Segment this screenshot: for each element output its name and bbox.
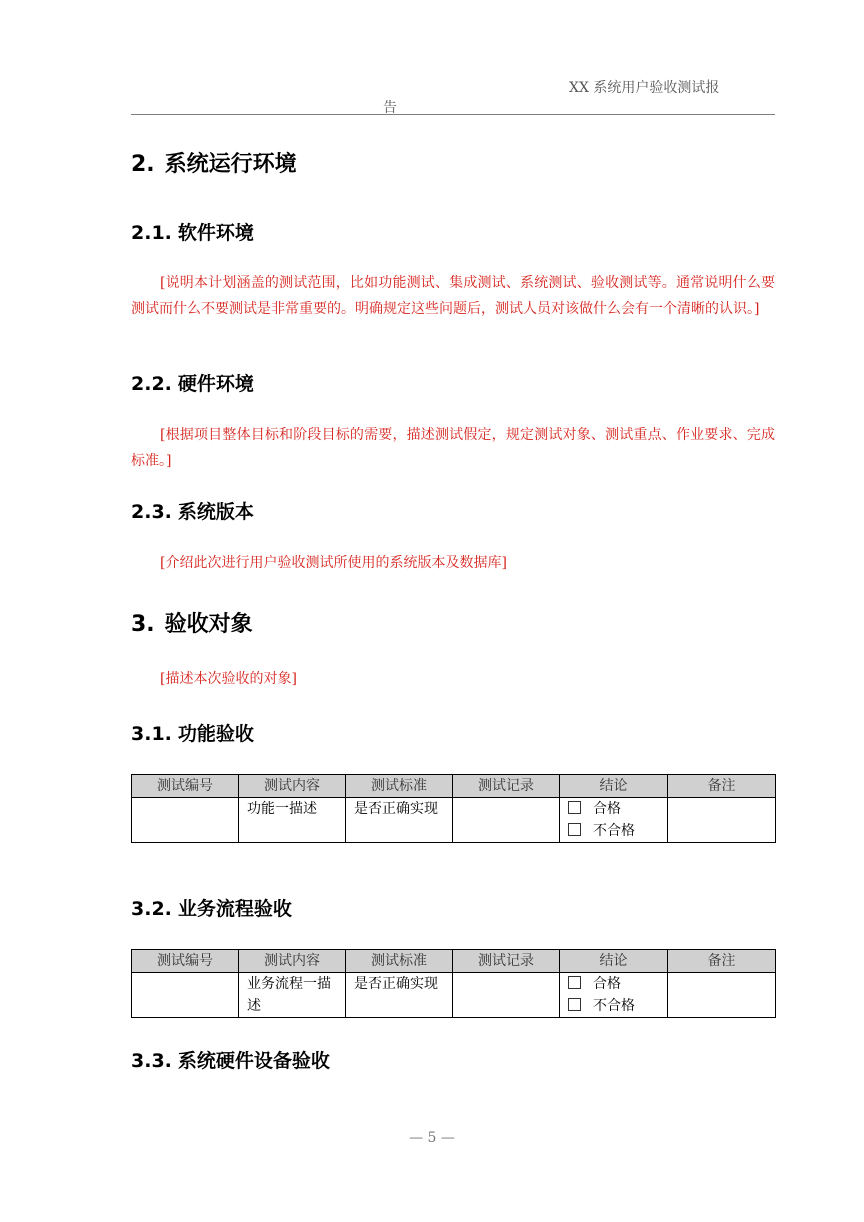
- checkbox-icon[interactable]: [568, 976, 581, 989]
- checkbox-icon[interactable]: [568, 801, 581, 814]
- section-heading-3-1: [131, 719, 254, 746]
- note-2-2: [根据项目整体目标和阶段目标的需要，描述测试假定，规定测试对象、测试重点、作业要求、完成标准。]: [131, 427, 775, 469]
- fail-label: 不合格: [593, 823, 635, 839]
- section-title: 软件环境: [177, 222, 254, 244]
- pass-label: 合格: [593, 976, 621, 992]
- section-number: 3.2.: [131, 898, 172, 920]
- section-heading-2-3: [131, 497, 254, 524]
- pass-option[interactable]: [568, 973, 659, 995]
- conclusion-cell: [560, 973, 668, 1018]
- header-cell: 测试编号: [132, 775, 239, 798]
- record-cell[interactable]: [453, 798, 560, 843]
- note-2-3: [介绍此次进行用户验收测试所使用的系统版本及数据库]: [160, 555, 507, 571]
- checkbox-icon[interactable]: [568, 823, 581, 836]
- section-title: 系统运行环境: [164, 152, 297, 177]
- section-number: 3.3.: [131, 1050, 172, 1072]
- pass-label: 合格: [593, 801, 621, 817]
- header-cell: 结论: [560, 950, 668, 973]
- section-title: 验收对象: [164, 612, 253, 637]
- section-title: 系统版本: [177, 501, 254, 523]
- section-number: 3.: [131, 612, 155, 637]
- header-cell: 备注: [668, 775, 776, 798]
- section-number: 2.1.: [131, 222, 172, 244]
- standard-cell[interactable]: 是否正确实现: [346, 798, 453, 843]
- section-title: 业务流程验收: [177, 898, 292, 920]
- record-cell[interactable]: [453, 973, 560, 1018]
- section-heading-2-1: [131, 218, 254, 245]
- header-cell: 测试内容: [239, 950, 346, 973]
- section-heading-3: [131, 607, 253, 638]
- remark-cell[interactable]: [668, 798, 776, 843]
- note-2-1: [说明本计划涵盖的测试范围，比如功能测试、集成测试、系统测试、验收测试等。通常说明什么要测试而什么不要测试是非常重要的。明确规定这些问题后，测试人员对该做什么会有一个清晰的认识。]: [131, 275, 775, 317]
- header-title-line1: XX 系统用户验收测试报: [569, 80, 720, 96]
- remark-cell[interactable]: [668, 973, 776, 1018]
- section-title: 系统硬件设备验收: [177, 1050, 330, 1072]
- section-title: 硬件环境: [177, 373, 254, 395]
- section-number: 2.: [131, 152, 155, 177]
- section-heading-2-2: [131, 369, 254, 396]
- header-cell: 测试记录: [453, 775, 560, 798]
- header-cell: 结论: [560, 775, 668, 798]
- table-row: [132, 798, 776, 843]
- header-cell: 测试记录: [453, 950, 560, 973]
- section-heading-3-2: [131, 894, 292, 921]
- section-title: 功能验收: [177, 723, 254, 745]
- section-number: 2.3.: [131, 501, 172, 523]
- table-header-row: [132, 775, 776, 798]
- fail-label: 不合格: [593, 998, 635, 1014]
- function-acceptance-table: [131, 774, 776, 843]
- content-cell[interactable]: 业务流程一描述: [239, 973, 346, 1018]
- header-cell: 测试内容: [239, 775, 346, 798]
- header-cell: 测试标准: [346, 950, 453, 973]
- process-acceptance-table: [131, 949, 776, 1018]
- fail-option[interactable]: [568, 995, 659, 1017]
- id-cell[interactable]: [132, 798, 239, 843]
- section-number: 2.2.: [131, 373, 172, 395]
- id-cell[interactable]: [132, 973, 239, 1018]
- header-title: [383, 76, 769, 116]
- table-row: [132, 973, 776, 1018]
- conclusion-cell: [560, 798, 668, 843]
- fail-option[interactable]: [568, 820, 659, 842]
- page-number: — 5 —: [409, 1130, 455, 1146]
- note-3: [描述本次验收的对象]: [160, 671, 297, 687]
- header-cell: 测试标准: [346, 775, 453, 798]
- standard-cell[interactable]: 是否正确实现: [346, 973, 453, 1018]
- header-cell: 备注: [668, 950, 776, 973]
- section-heading-3-3: [131, 1046, 330, 1073]
- content-cell[interactable]: 功能一描述: [239, 798, 346, 843]
- header-title-line2: 告: [383, 100, 397, 116]
- section-heading-2: [131, 147, 297, 178]
- pass-option[interactable]: [568, 798, 659, 820]
- table-header-row: [132, 950, 776, 973]
- header-cell: 测试编号: [132, 950, 239, 973]
- section-number: 3.1.: [131, 723, 172, 745]
- checkbox-icon[interactable]: [568, 998, 581, 1011]
- page-header: [131, 74, 775, 115]
